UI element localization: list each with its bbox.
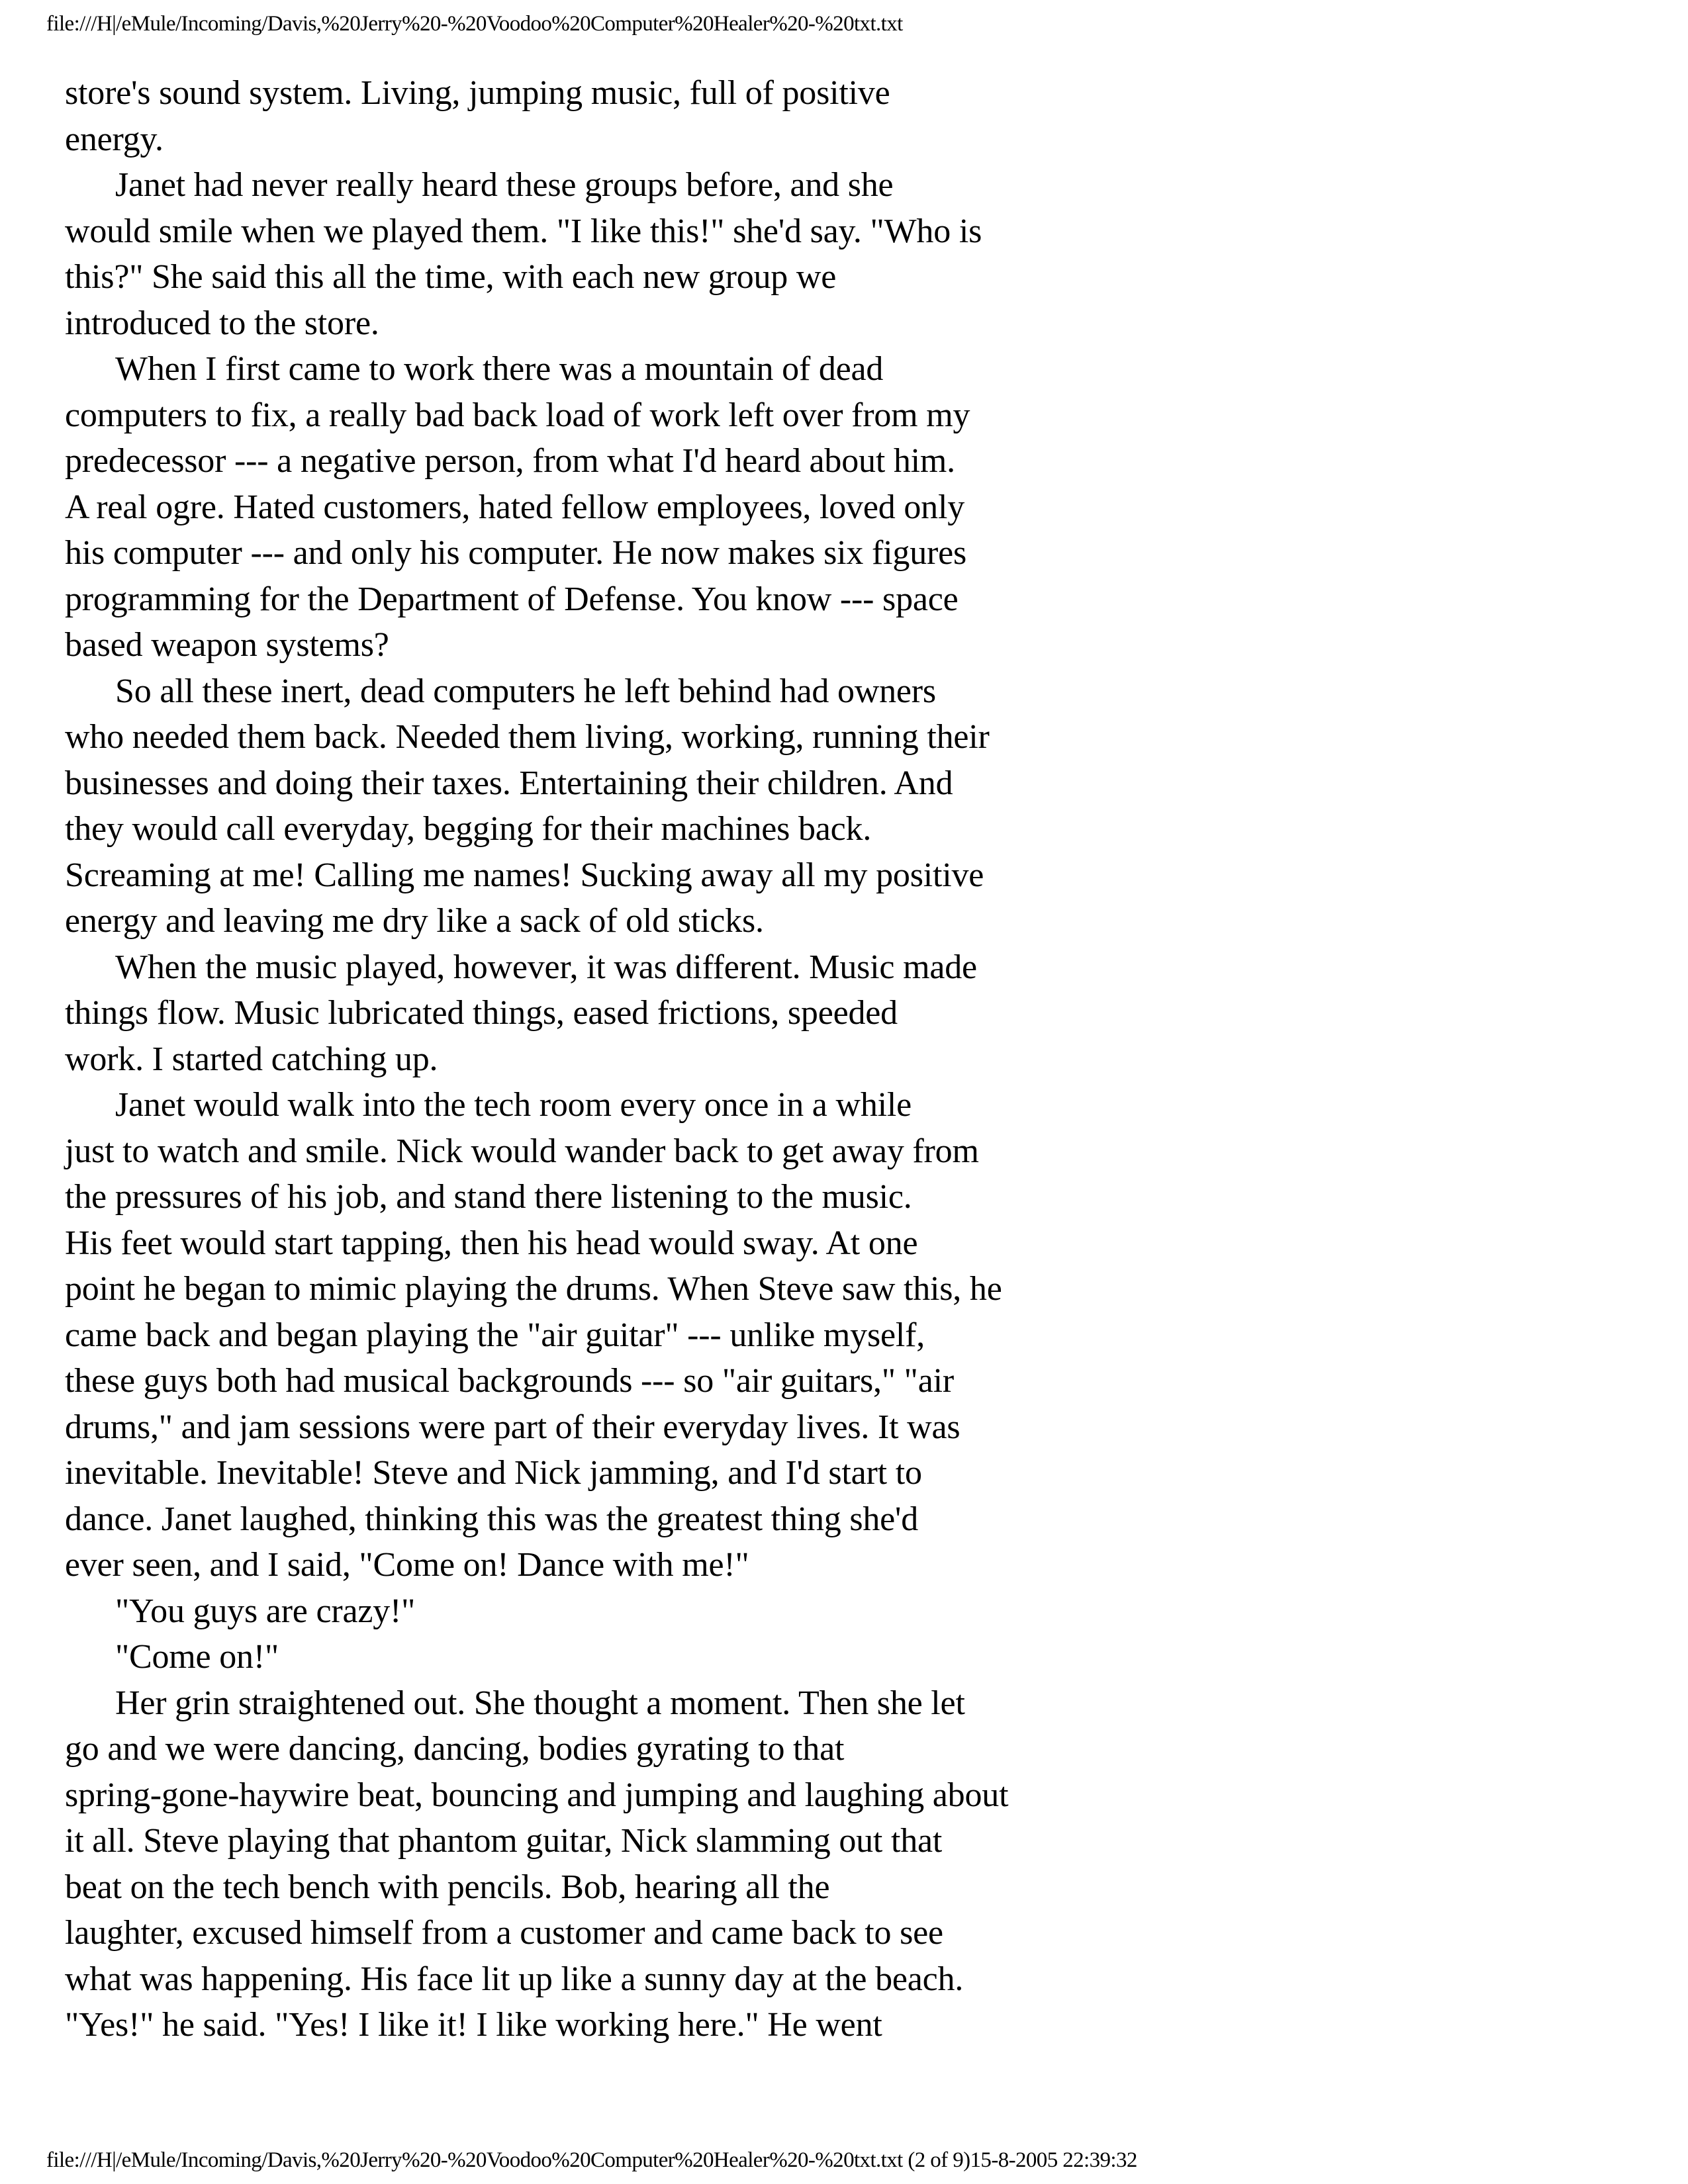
text-line: based weapon systems? xyxy=(65,626,389,664)
text-line: businesses and doing their taxes. Entertaining their children. And xyxy=(65,764,953,802)
text-line: this?" She said this all the time, with each new group we xyxy=(65,258,837,296)
text-line: his computer --- and only his computer. He now makes six figures xyxy=(65,534,967,572)
text-line: computers to fix, a really bad back load of work left over from my xyxy=(65,396,970,434)
text-line: they would call everyday, begging for their machines back. xyxy=(65,810,872,848)
text-line: the pressures of his job, and stand there listening to the music. xyxy=(65,1178,912,1216)
text-line: So all these inert, dead computers he left behind had owners xyxy=(115,672,936,710)
text-line: ever seen, and I said, "Come on! Dance with me!" xyxy=(65,1546,749,1584)
text-line: what was happening. His face lit up like a sunny day at the beach. xyxy=(65,1960,964,1998)
text-line: came back and began playing the "air guitar" --- unlike myself, xyxy=(65,1316,925,1354)
text-line: Her grin straightened out. She thought a moment. Then she let xyxy=(115,1684,965,1722)
text-line: Janet would walk into the tech room every once in a while xyxy=(115,1086,912,1124)
text-line: When I first came to work there was a mountain of dead xyxy=(115,350,884,388)
page-footer: file:///H|/eMule/Incoming/Davis,%20Jerry%20-%20Voodoo%20Computer%20Healer%20-%20txt.txt (2 of 9)15-8-2005 22:39:32 xyxy=(46,2148,1137,2172)
text-line: introduced to the store. xyxy=(65,304,379,342)
text-line: drums," and jam sessions were part of their everyday lives. It was xyxy=(65,1408,961,1446)
text-line: beat on the tech bench with pencils. Bob, hearing all the xyxy=(65,1868,830,1906)
text-line: energy. xyxy=(65,120,164,158)
text-line: dance. Janet laughed, thinking this was the greatest thing she'd xyxy=(65,1500,919,1538)
text-line: His feet would start tapping, then his head would sway. At one xyxy=(65,1224,918,1262)
text-line: Janet had never really heard these groups before, and she xyxy=(115,166,894,204)
text-line: point he began to mimic playing the drums. When Steve saw this, he xyxy=(65,1270,1002,1308)
text-line: work. I started catching up. xyxy=(65,1040,438,1078)
text-line: things flow. Music lubricated things, eased frictions, speeded xyxy=(65,994,898,1032)
text-line: When the music played, however, it was different. Music made xyxy=(115,948,977,986)
text-line: A real ogre. Hated customers, hated fellow employees, loved only xyxy=(65,488,965,526)
text-line: store's sound system. Living, jumping music, full of positive xyxy=(65,74,890,112)
text-line: it all. Steve playing that phantom guitar, Nick slamming out that xyxy=(65,1822,943,1860)
document-body xyxy=(65,70,1203,2048)
text-line: "Yes!" he said. "Yes! I like it! I like working here." He went xyxy=(65,2006,882,2044)
text-line: "You guys are crazy!" xyxy=(115,1592,416,1630)
page-url-header: file:///H|/eMule/Incoming/Davis,%20Jerry%20-%20Voodoo%20Computer%20Healer%20-%20txt.txt xyxy=(46,12,903,36)
text-line: laughter, excused himself from a customer and came back to see xyxy=(65,1914,943,1952)
text-line: would smile when we played them. "I like this!" she'd say. "Who is xyxy=(65,212,982,250)
text-line: programming for the Department of Defense. You know --- space xyxy=(65,580,959,618)
text-line: "Come on!" xyxy=(115,1638,279,1676)
text-line: energy and leaving me dry like a sack of old sticks. xyxy=(65,902,764,940)
text-line: predecessor --- a negative person, from what I'd heard about him. xyxy=(65,442,955,480)
text-line: go and we were dancing, dancing, bodies gyrating to that xyxy=(65,1730,845,1768)
text-line: Screaming at me! Calling me names! Sucking away all my positive xyxy=(65,856,984,894)
text-line: who needed them back. Needed them living, working, running their xyxy=(65,718,990,756)
text-line: inevitable. Inevitable! Steve and Nick jamming, and I'd start to xyxy=(65,1454,922,1492)
text-line: just to watch and smile. Nick would wander back to get away from xyxy=(65,1132,979,1170)
text-line: spring-gone-haywire beat, bouncing and jumping and laughing about xyxy=(65,1776,1009,1814)
text-line: these guys both had musical backgrounds --- so "air guitars," "air xyxy=(65,1362,954,1400)
